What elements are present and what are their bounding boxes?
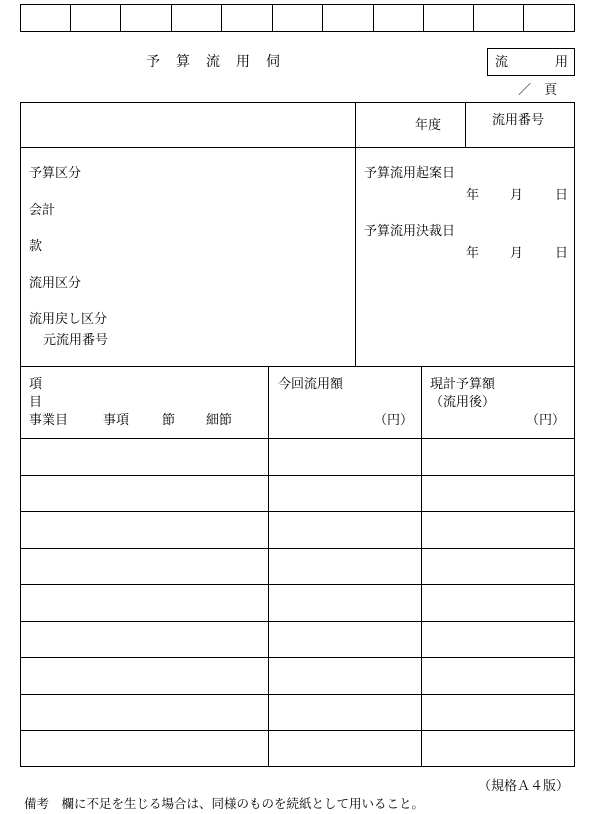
spec-label: （規格Ａ４版） xyxy=(478,779,570,794)
header-row-bottom xyxy=(20,147,575,148)
table-row-line xyxy=(20,584,575,585)
approval-date-year: 年 xyxy=(466,246,480,261)
top-box-divider xyxy=(171,4,172,32)
table-row-line xyxy=(20,475,575,476)
col1-label-line1: 項 xyxy=(29,377,43,392)
table-col-divider-2 xyxy=(421,366,422,767)
draft-date-label: 予算流用起案日 xyxy=(364,166,456,181)
draft-date-month: 月 xyxy=(510,188,524,203)
number-label: 流用番号 xyxy=(492,113,545,128)
page-label: ／ 頁 xyxy=(518,83,558,98)
table-header-bottom xyxy=(20,438,575,439)
approval-date-month: 月 xyxy=(510,246,524,261)
info-divider xyxy=(355,147,356,366)
transfer-category-label: 流用区分 xyxy=(29,276,82,291)
info-section-bottom xyxy=(20,366,575,367)
note-text: 備考 欄に不足を生じる場合は、同様のものを続紙として用いること。 xyxy=(24,796,425,811)
top-box-divider xyxy=(272,4,273,32)
table-row-line xyxy=(20,511,575,512)
category-box-right: 用 xyxy=(555,55,569,70)
top-box-divider xyxy=(120,4,121,32)
col2-label: 今回流用額 xyxy=(278,377,344,392)
top-box-divider xyxy=(70,4,71,32)
table-row-line xyxy=(20,548,575,549)
top-box-divider xyxy=(473,4,474,32)
section-label: 款 xyxy=(29,239,43,254)
col3-label: 現計予算額 xyxy=(430,377,496,392)
main-frame xyxy=(20,102,575,767)
table-row-line xyxy=(20,694,575,695)
category-box xyxy=(487,48,575,76)
table-col-divider-1 xyxy=(268,366,269,767)
approval-date-label: 予算流用決裁日 xyxy=(364,224,456,239)
col1-sub-subsection: 細節 xyxy=(206,413,233,428)
col1-sub-section: 節 xyxy=(162,413,176,428)
col1-label-line2: 目 xyxy=(29,395,43,410)
col3-sub: （流用後） xyxy=(430,395,496,410)
col2-unit: （円） xyxy=(374,413,414,428)
col1-sub-business: 事業目 xyxy=(29,413,69,428)
top-box-divider xyxy=(221,4,222,32)
draft-date-day: 日 xyxy=(555,188,569,203)
transfer-return-category-label: 流用戻し区分 xyxy=(29,312,108,327)
top-box-row xyxy=(20,0,575,34)
draft-date-year: 年 xyxy=(466,188,480,203)
table-row-line xyxy=(20,657,575,658)
year-label: 年度 xyxy=(415,118,442,133)
col3-unit: （円） xyxy=(526,413,566,428)
table-row-line xyxy=(20,730,575,731)
top-box-divider xyxy=(322,4,323,32)
original-number-label: 元流用番号 xyxy=(43,333,109,348)
header-divider-left xyxy=(355,102,356,147)
top-box-divider xyxy=(423,4,424,32)
category-box-left: 流 xyxy=(495,55,509,70)
form-title: 予 算 流 用 伺 xyxy=(146,54,281,70)
header-divider-right xyxy=(465,102,466,147)
top-box-divider xyxy=(523,4,524,32)
top-box-frame xyxy=(20,4,575,32)
table-row-line xyxy=(20,621,575,622)
top-box-divider xyxy=(373,4,374,32)
approval-date-day: 日 xyxy=(555,246,569,261)
account-label: 会計 xyxy=(29,203,56,218)
col1-sub-item: 事項 xyxy=(103,413,130,428)
budget-category-label: 予算区分 xyxy=(29,166,82,181)
